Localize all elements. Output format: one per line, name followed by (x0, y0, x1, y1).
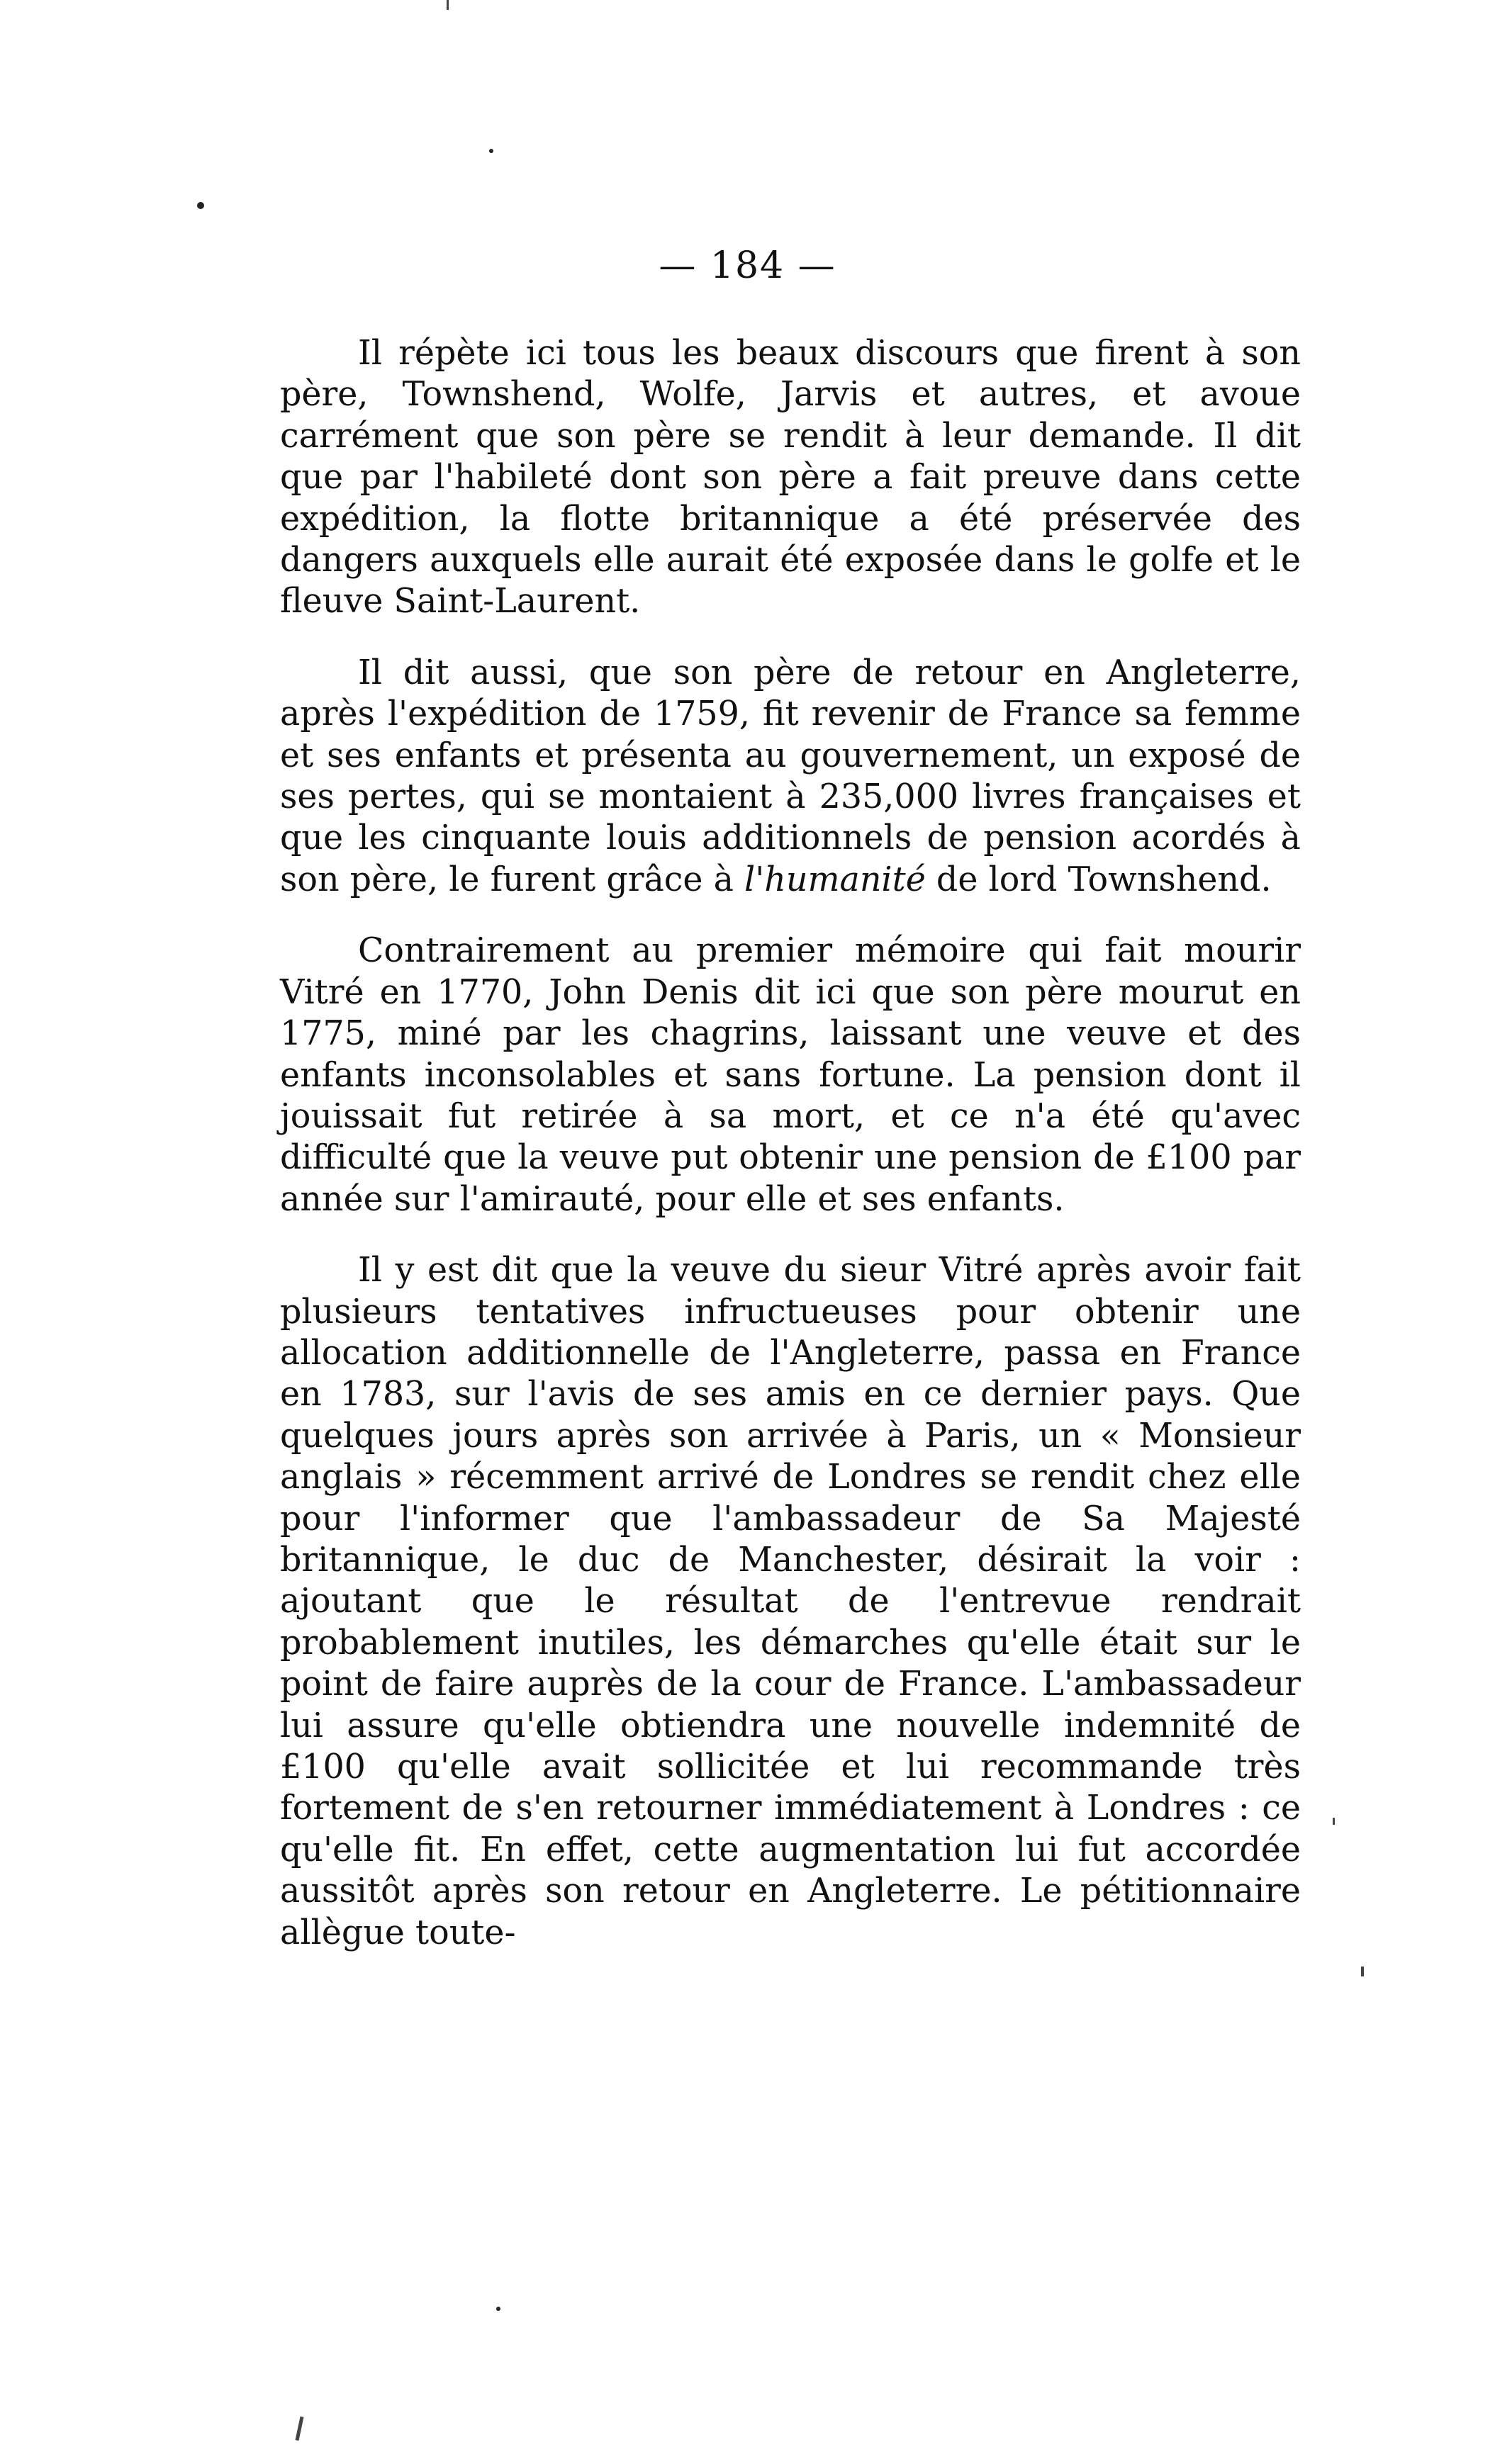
speck-mark (197, 202, 204, 209)
paragraph-2-emphasis: l'humanité (744, 860, 926, 899)
paragraph-2 (280, 653, 1301, 901)
speck-mark (447, 0, 449, 10)
paragraph-3: Contrairement au premier mémoire qui fait mourir Vitré en 1770, John Denis dit ici que son père mourut en 1775, miné par les chagrins, laissant une veuve et des enfants inconsolables et sans fortune. La pension dont il jouissait fut retirée à sa mort, et ce n'a été qu'avec difficulté que la veuve put obtenir une pension de £100 par année sur l'amirauté, pour elle et ses enfants. (280, 931, 1301, 1219)
speck-mark (296, 2417, 304, 2441)
paragraph-4: Il y est dit que la veuve du sieur Vitré après avoir fait plusieurs tentatives infructueuses pour obtenir une allocation additionnelle de l'Angleterre, passa en France en 1783, sur l'avis de ses amis en ce dernier pays. Que quelques jours après son arrivée à Paris, un « Monsieur anglais » récemment arrivé de Londres se rendit chez elle pour l'informer que l'ambassadeur de Sa Majesté britannique, le duc de Manchester, désirait la voir : ajoutant que le résultat de l'entrevue rendrait probablement inutiles, les démarches qu'elle était sur le point de faire auprès de la cour de France. L'ambassadeur lui assure qu'elle obtiendra une nouvelle indemnité de £100 qu'elle avait sollicitée et lui recommande très fortement de s'en retourner immédiatement à Londres : ce qu'elle fit. En effet, cette augmentation lui fut accordée aussitôt après son retour en Angleterre. Le pétitionnaire allègue toute- (280, 1251, 1301, 1952)
paragraph-2-text-before: Il dit aussi, que son père de retour en Angleterre, après l'expédition de 1759, fit revenir de France sa femme et ses enfants et présenta au gouvernement, un exposé de ses pertes, qui se montaient à 235,000 livres françaises et que les cinquante louis additionnels de pension acordés à son père, le furent grâce à (280, 653, 1301, 899)
speck-mark (496, 2307, 500, 2311)
paragraph-2-text-after: de lord Townshend. (925, 860, 1272, 899)
paragraph-1: Il répète ici tous les beaux discours que firent à son père, Townshend, Wolfe, Jarvis et autres, et avoue carrément que son père se rendit à leur demande. Il dit que par l'habileté dont son père a fait preuve dans cette expédition, la flotte britannique a été préservée des dangers auxquels elle aurait été exposée dans le golfe et le fleuve Saint-Laurent. (280, 334, 1301, 621)
body-text (280, 333, 1301, 1954)
page-number: — 184 — (659, 244, 836, 287)
speck-mark (489, 149, 493, 153)
speck-mark (1333, 1818, 1335, 1825)
speck-mark (1361, 1967, 1364, 1976)
